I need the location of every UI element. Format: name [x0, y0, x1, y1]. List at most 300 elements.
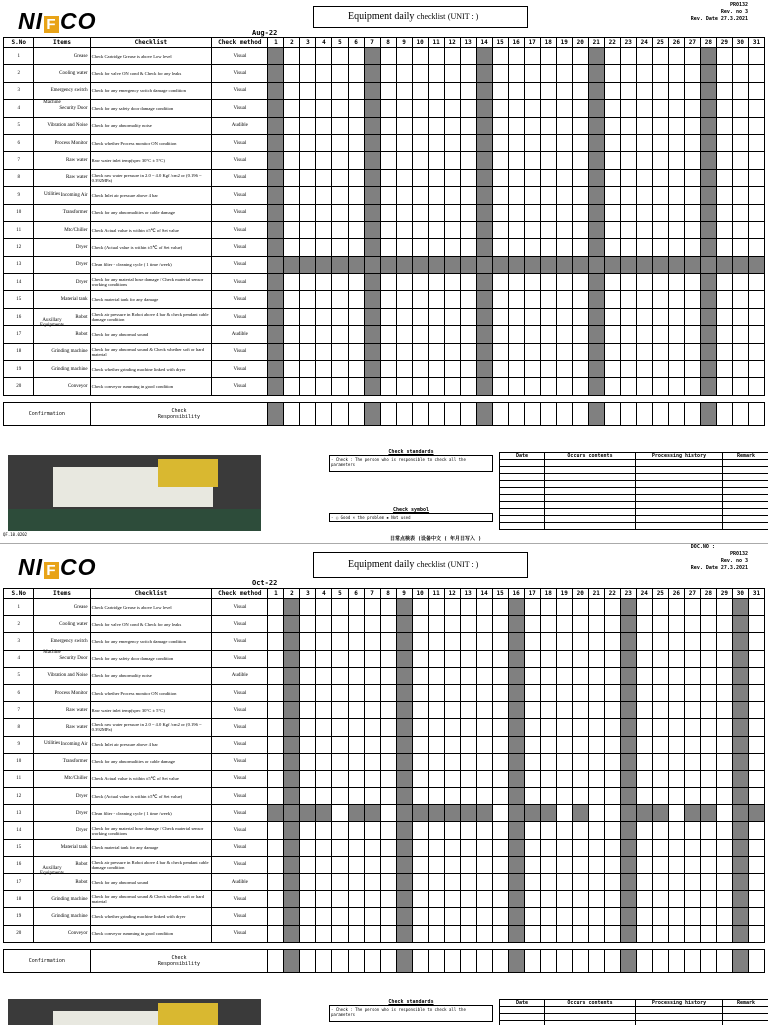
day-cell[interactable] [444, 874, 460, 891]
history-cell[interactable] [500, 523, 545, 530]
day-cell[interactable] [364, 874, 380, 891]
day-cell[interactable] [604, 152, 620, 169]
day-cell[interactable] [620, 891, 636, 908]
day-cell[interactable] [668, 117, 684, 134]
history-cell[interactable] [500, 502, 545, 509]
day-cell[interactable] [732, 770, 748, 787]
day-cell[interactable] [460, 221, 476, 238]
day-cell[interactable] [316, 48, 332, 65]
day-cell[interactable] [268, 343, 284, 360]
signature-cell[interactable] [444, 402, 460, 425]
day-cell[interactable] [332, 291, 348, 308]
day-cell[interactable] [604, 343, 620, 360]
history-cell[interactable] [723, 474, 768, 481]
day-cell[interactable] [620, 326, 636, 343]
day-cell[interactable] [524, 326, 540, 343]
day-cell[interactable] [524, 908, 540, 925]
day-cell[interactable] [572, 822, 588, 839]
day-cell[interactable] [284, 274, 300, 291]
day-cell[interactable] [732, 633, 748, 650]
day-cell[interactable] [492, 667, 508, 684]
day-cell[interactable] [508, 702, 524, 719]
day-cell[interactable] [732, 925, 748, 942]
day-cell[interactable] [620, 274, 636, 291]
history-cell[interactable] [636, 523, 723, 530]
day-cell[interactable] [604, 100, 620, 117]
day-cell[interactable] [492, 770, 508, 787]
day-cell[interactable] [604, 770, 620, 787]
day-cell[interactable] [492, 839, 508, 856]
day-cell[interactable] [540, 308, 556, 325]
day-cell[interactable] [348, 100, 364, 117]
history-cell[interactable] [545, 467, 636, 474]
day-cell[interactable] [268, 908, 284, 925]
day-cell[interactable] [476, 856, 492, 873]
day-cell[interactable] [364, 719, 380, 736]
day-cell[interactable] [348, 719, 364, 736]
day-cell[interactable] [540, 788, 556, 805]
day-cell[interactable] [652, 48, 668, 65]
day-cell[interactable] [572, 82, 588, 99]
signature-cell[interactable] [412, 402, 428, 425]
signature-cell[interactable] [396, 949, 412, 972]
history-cell[interactable] [545, 516, 636, 523]
signature-cell[interactable] [732, 402, 748, 425]
day-cell[interactable] [396, 925, 412, 942]
day-cell[interactable] [444, 169, 460, 186]
day-cell[interactable] [428, 839, 444, 856]
day-cell[interactable] [412, 48, 428, 65]
day-cell[interactable] [620, 204, 636, 221]
history-cell[interactable] [500, 481, 545, 488]
day-cell[interactable] [540, 616, 556, 633]
day-cell[interactable] [620, 667, 636, 684]
day-cell[interactable] [444, 65, 460, 82]
signature-cell[interactable] [652, 402, 668, 425]
day-cell[interactable] [284, 788, 300, 805]
day-cell[interactable] [620, 291, 636, 308]
day-cell[interactable] [700, 361, 716, 378]
day-cell[interactable] [636, 891, 652, 908]
day-cell[interactable] [476, 378, 492, 395]
day-cell[interactable] [636, 788, 652, 805]
day-cell[interactable] [716, 616, 732, 633]
day-cell[interactable] [684, 221, 700, 238]
signature-cell[interactable] [668, 402, 684, 425]
day-cell[interactable] [300, 925, 316, 942]
day-cell[interactable] [604, 667, 620, 684]
day-cell[interactable] [668, 874, 684, 891]
day-cell[interactable] [396, 856, 412, 873]
day-cell[interactable] [748, 770, 764, 787]
day-cell[interactable] [300, 134, 316, 151]
day-cell[interactable] [508, 308, 524, 325]
day-cell[interactable] [348, 291, 364, 308]
day-cell[interactable] [508, 48, 524, 65]
day-cell[interactable] [380, 633, 396, 650]
day-cell[interactable] [700, 719, 716, 736]
day-cell[interactable] [492, 822, 508, 839]
day-cell[interactable] [268, 65, 284, 82]
day-cell[interactable] [492, 805, 508, 822]
day-cell[interactable] [700, 256, 716, 273]
day-cell[interactable] [748, 719, 764, 736]
day-cell[interactable] [668, 152, 684, 169]
day-cell[interactable] [668, 839, 684, 856]
day-cell[interactable] [524, 805, 540, 822]
day-cell[interactable] [380, 65, 396, 82]
day-cell[interactable] [540, 753, 556, 770]
day-cell[interactable] [572, 839, 588, 856]
day-cell[interactable] [492, 152, 508, 169]
day-cell[interactable] [556, 719, 572, 736]
day-cell[interactable] [556, 753, 572, 770]
day-cell[interactable] [428, 633, 444, 650]
day-cell[interactable] [572, 702, 588, 719]
day-cell[interactable] [588, 152, 604, 169]
day-cell[interactable] [700, 702, 716, 719]
day-cell[interactable] [652, 152, 668, 169]
day-cell[interactable] [540, 378, 556, 395]
day-cell[interactable] [364, 100, 380, 117]
day-cell[interactable] [716, 169, 732, 186]
day-cell[interactable] [364, 650, 380, 667]
day-cell[interactable] [428, 891, 444, 908]
day-cell[interactable] [412, 856, 428, 873]
day-cell[interactable] [540, 770, 556, 787]
history-cell[interactable] [545, 474, 636, 481]
day-cell[interactable] [540, 48, 556, 65]
day-cell[interactable] [492, 753, 508, 770]
history-cell[interactable] [500, 1014, 545, 1021]
signature-cell[interactable] [316, 402, 332, 425]
day-cell[interactable] [652, 361, 668, 378]
day-cell[interactable] [492, 308, 508, 325]
day-cell[interactable] [700, 274, 716, 291]
day-cell[interactable] [716, 891, 732, 908]
day-cell[interactable] [396, 65, 412, 82]
day-cell[interactable] [620, 925, 636, 942]
day-cell[interactable] [716, 599, 732, 616]
history-cell[interactable] [500, 516, 545, 523]
day-cell[interactable] [428, 856, 444, 873]
day-cell[interactable] [300, 616, 316, 633]
day-cell[interactable] [380, 187, 396, 204]
day-cell[interactable] [636, 221, 652, 238]
day-cell[interactable] [268, 291, 284, 308]
day-cell[interactable] [620, 856, 636, 873]
day-cell[interactable] [316, 736, 332, 753]
day-cell[interactable] [684, 187, 700, 204]
day-cell[interactable] [716, 753, 732, 770]
day-cell[interactable] [284, 82, 300, 99]
day-cell[interactable] [428, 117, 444, 134]
history-cell[interactable] [723, 523, 768, 530]
day-cell[interactable] [716, 256, 732, 273]
day-cell[interactable] [412, 633, 428, 650]
day-cell[interactable] [572, 753, 588, 770]
day-cell[interactable] [268, 616, 284, 633]
day-cell[interactable] [684, 702, 700, 719]
day-cell[interactable] [556, 650, 572, 667]
day-cell[interactable] [380, 719, 396, 736]
day-cell[interactable] [572, 134, 588, 151]
day-cell[interactable] [428, 753, 444, 770]
day-cell[interactable] [668, 204, 684, 221]
day-cell[interactable] [364, 308, 380, 325]
day-cell[interactable] [572, 770, 588, 787]
signature-cell[interactable] [508, 402, 524, 425]
history-cell[interactable] [636, 495, 723, 502]
day-cell[interactable] [348, 82, 364, 99]
day-cell[interactable] [380, 822, 396, 839]
day-cell[interactable] [332, 100, 348, 117]
day-cell[interactable] [284, 134, 300, 151]
day-cell[interactable] [412, 117, 428, 134]
day-cell[interactable] [364, 378, 380, 395]
day-cell[interactable] [748, 48, 764, 65]
day-cell[interactable] [492, 684, 508, 701]
signature-cell[interactable] [332, 949, 348, 972]
day-cell[interactable] [364, 805, 380, 822]
day-cell[interactable] [540, 117, 556, 134]
signature-cell[interactable] [428, 949, 444, 972]
day-cell[interactable] [652, 684, 668, 701]
day-cell[interactable] [540, 633, 556, 650]
day-cell[interactable] [348, 856, 364, 873]
day-cell[interactable] [700, 48, 716, 65]
day-cell[interactable] [636, 736, 652, 753]
signature-cell[interactable] [364, 949, 380, 972]
day-cell[interactable] [316, 599, 332, 616]
day-cell[interactable] [684, 770, 700, 787]
day-cell[interactable] [492, 65, 508, 82]
day-cell[interactable] [492, 378, 508, 395]
day-cell[interactable] [636, 719, 652, 736]
day-cell[interactable] [460, 326, 476, 343]
day-cell[interactable] [748, 822, 764, 839]
signature-cell[interactable] [284, 402, 300, 425]
day-cell[interactable] [316, 308, 332, 325]
day-cell[interactable] [652, 204, 668, 221]
day-cell[interactable] [300, 100, 316, 117]
day-cell[interactable] [300, 667, 316, 684]
day-cell[interactable] [396, 770, 412, 787]
day-cell[interactable] [540, 291, 556, 308]
day-cell[interactable] [620, 839, 636, 856]
day-cell[interactable] [412, 326, 428, 343]
day-cell[interactable] [668, 169, 684, 186]
day-cell[interactable] [684, 874, 700, 891]
day-cell[interactable] [412, 770, 428, 787]
day-cell[interactable] [348, 361, 364, 378]
signature-cell[interactable] [300, 949, 316, 972]
day-cell[interactable] [684, 308, 700, 325]
day-cell[interactable] [316, 753, 332, 770]
day-cell[interactable] [300, 788, 316, 805]
day-cell[interactable] [444, 291, 460, 308]
day-cell[interactable] [284, 308, 300, 325]
day-cell[interactable] [300, 839, 316, 856]
day-cell[interactable] [460, 736, 476, 753]
day-cell[interactable] [604, 805, 620, 822]
day-cell[interactable] [556, 805, 572, 822]
day-cell[interactable] [556, 891, 572, 908]
day-cell[interactable] [652, 308, 668, 325]
day-cell[interactable] [508, 839, 524, 856]
day-cell[interactable] [348, 343, 364, 360]
history-cell[interactable] [545, 523, 636, 530]
day-cell[interactable] [284, 187, 300, 204]
day-cell[interactable] [604, 650, 620, 667]
day-cell[interactable] [348, 805, 364, 822]
day-cell[interactable] [620, 736, 636, 753]
day-cell[interactable] [604, 378, 620, 395]
day-cell[interactable] [524, 239, 540, 256]
day-cell[interactable] [636, 633, 652, 650]
day-cell[interactable] [668, 702, 684, 719]
day-cell[interactable] [508, 719, 524, 736]
day-cell[interactable] [716, 152, 732, 169]
day-cell[interactable] [444, 204, 460, 221]
day-cell[interactable] [332, 82, 348, 99]
day-cell[interactable] [300, 650, 316, 667]
day-cell[interactable] [668, 361, 684, 378]
day-cell[interactable] [428, 650, 444, 667]
day-cell[interactable] [732, 308, 748, 325]
day-cell[interactable] [748, 874, 764, 891]
day-cell[interactable] [284, 736, 300, 753]
day-cell[interactable] [748, 221, 764, 238]
day-cell[interactable] [588, 291, 604, 308]
day-cell[interactable] [364, 65, 380, 82]
day-cell[interactable] [556, 274, 572, 291]
day-cell[interactable] [684, 82, 700, 99]
day-cell[interactable] [412, 100, 428, 117]
day-cell[interactable] [572, 152, 588, 169]
day-cell[interactable] [364, 134, 380, 151]
day-cell[interactable] [428, 361, 444, 378]
day-cell[interactable] [668, 805, 684, 822]
day-cell[interactable] [636, 856, 652, 873]
day-cell[interactable] [540, 169, 556, 186]
day-cell[interactable] [508, 204, 524, 221]
day-cell[interactable] [444, 719, 460, 736]
day-cell[interactable] [428, 822, 444, 839]
day-cell[interactable] [700, 822, 716, 839]
day-cell[interactable] [716, 805, 732, 822]
day-cell[interactable] [684, 239, 700, 256]
signature-cell[interactable] [748, 402, 764, 425]
day-cell[interactable] [396, 891, 412, 908]
day-cell[interactable] [380, 204, 396, 221]
day-cell[interactable] [748, 684, 764, 701]
day-cell[interactable] [348, 117, 364, 134]
day-cell[interactable] [748, 169, 764, 186]
signature-cell[interactable] [348, 402, 364, 425]
history-cell[interactable] [545, 1014, 636, 1021]
day-cell[interactable] [332, 667, 348, 684]
day-cell[interactable] [732, 684, 748, 701]
day-cell[interactable] [540, 239, 556, 256]
day-cell[interactable] [428, 908, 444, 925]
day-cell[interactable] [732, 856, 748, 873]
day-cell[interactable] [444, 667, 460, 684]
day-cell[interactable] [492, 599, 508, 616]
day-cell[interactable] [332, 308, 348, 325]
day-cell[interactable] [332, 874, 348, 891]
day-cell[interactable] [732, 274, 748, 291]
day-cell[interactable] [652, 256, 668, 273]
day-cell[interactable] [684, 805, 700, 822]
day-cell[interactable] [604, 204, 620, 221]
day-cell[interactable] [620, 633, 636, 650]
day-cell[interactable] [732, 117, 748, 134]
day-cell[interactable] [460, 256, 476, 273]
day-cell[interactable] [588, 239, 604, 256]
day-cell[interactable] [684, 822, 700, 839]
day-cell[interactable] [316, 822, 332, 839]
day-cell[interactable] [620, 361, 636, 378]
day-cell[interactable] [700, 667, 716, 684]
day-cell[interactable] [348, 187, 364, 204]
day-cell[interactable] [412, 822, 428, 839]
day-cell[interactable] [428, 736, 444, 753]
day-cell[interactable] [316, 684, 332, 701]
day-cell[interactable] [572, 221, 588, 238]
day-cell[interactable] [284, 361, 300, 378]
day-cell[interactable] [684, 599, 700, 616]
day-cell[interactable] [572, 667, 588, 684]
day-cell[interactable] [620, 117, 636, 134]
day-cell[interactable] [620, 753, 636, 770]
day-cell[interactable] [396, 100, 412, 117]
day-cell[interactable] [700, 736, 716, 753]
day-cell[interactable] [332, 925, 348, 942]
day-cell[interactable] [572, 291, 588, 308]
day-cell[interactable] [412, 719, 428, 736]
day-cell[interactable] [636, 874, 652, 891]
day-cell[interactable] [412, 308, 428, 325]
day-cell[interactable] [492, 169, 508, 186]
day-cell[interactable] [524, 100, 540, 117]
day-cell[interactable] [396, 48, 412, 65]
history-cell[interactable] [545, 1021, 636, 1025]
day-cell[interactable] [300, 378, 316, 395]
day-cell[interactable] [476, 667, 492, 684]
day-cell[interactable] [332, 48, 348, 65]
day-cell[interactable] [604, 361, 620, 378]
history-cell[interactable] [545, 460, 636, 467]
day-cell[interactable] [268, 187, 284, 204]
day-cell[interactable] [620, 221, 636, 238]
day-cell[interactable] [396, 667, 412, 684]
day-cell[interactable] [572, 856, 588, 873]
day-cell[interactable] [412, 256, 428, 273]
day-cell[interactable] [652, 650, 668, 667]
day-cell[interactable] [508, 788, 524, 805]
day-cell[interactable] [556, 599, 572, 616]
signature-cell[interactable] [636, 402, 652, 425]
day-cell[interactable] [460, 100, 476, 117]
day-cell[interactable] [572, 100, 588, 117]
day-cell[interactable] [572, 308, 588, 325]
day-cell[interactable] [412, 599, 428, 616]
day-cell[interactable] [300, 684, 316, 701]
day-cell[interactable] [428, 770, 444, 787]
day-cell[interactable] [348, 650, 364, 667]
day-cell[interactable] [620, 65, 636, 82]
